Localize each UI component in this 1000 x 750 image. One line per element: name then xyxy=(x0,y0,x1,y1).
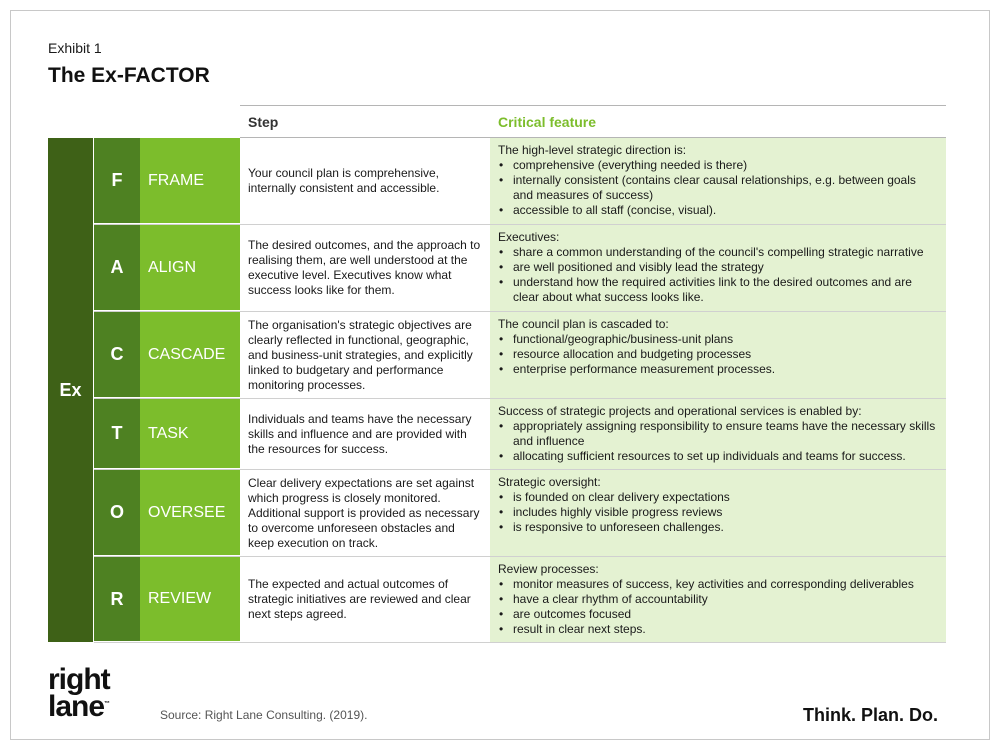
source-note: Source: Right Lane Consulting. (2019). xyxy=(160,708,368,722)
row-letter: R xyxy=(94,557,140,642)
table-row xyxy=(94,557,946,643)
row-step: The desired outcomes, and the approach to realising them, are well understood at the executive level. Executives know what success looks like for them. xyxy=(240,225,490,311)
row-letter: A xyxy=(94,225,140,311)
critical-bullet: • are well positioned and visibly lead the strategy xyxy=(513,260,938,275)
right-lane-logo xyxy=(48,663,111,723)
critical-bullet: • appropriately assigning responsibility to ensure teams have the necessary skills and influence xyxy=(513,419,938,449)
critical-bullet: • allocating sufficient resources to set up individuals and teams for success. xyxy=(513,449,938,464)
row-word: REVIEW xyxy=(140,557,240,642)
row-critical-feature xyxy=(490,470,946,556)
critical-bullet: • share a common understanding of the council's compelling strategic narrative xyxy=(513,245,938,260)
critical-bullets xyxy=(498,158,938,218)
critical-bullets xyxy=(498,419,938,464)
critical-intro: Review processes: xyxy=(498,562,599,576)
critical-intro: The council plan is cascaded to: xyxy=(498,317,669,331)
critical-bullet: • understand how the required activities link to the desired outcomes and are clear about what success looks like. xyxy=(513,275,938,305)
critical-bullet: • functional/geographic/business-unit plans xyxy=(513,332,938,347)
logo-line-lane: lane xyxy=(48,690,105,723)
header-divider xyxy=(240,105,946,106)
critical-bullet: • is responsive to unforeseen challenges. xyxy=(513,520,938,535)
row-critical-feature xyxy=(490,557,946,642)
critical-bullet: • resource allocation and budgeting processes xyxy=(513,347,938,362)
row-word: FRAME xyxy=(140,138,240,224)
ex-column: Ex xyxy=(48,138,93,642)
table-row xyxy=(94,312,946,399)
critical-bullets xyxy=(498,245,938,305)
critical-intro: Executives: xyxy=(498,230,560,244)
row-step: The organisation's strategic objectives are clearly reflected in functional, geographic, and business-unit strategies, and explicitly linked to budgetary and performance monitoring processes. xyxy=(240,312,490,398)
table-row xyxy=(94,399,946,470)
row-word: CASCADE xyxy=(140,312,240,398)
critical-bullet: • have a clear rhythm of accountability xyxy=(513,592,938,607)
row-critical-feature xyxy=(490,399,946,469)
page-title: The Ex-FACTOR xyxy=(48,64,210,87)
row-letter: F xyxy=(94,138,140,224)
step-column-header: Step xyxy=(248,114,279,130)
row-letter: O xyxy=(94,470,140,556)
critical-bullet: • accessible to all staff (concise, visual). xyxy=(513,203,938,218)
tagline: Think. Plan. Do. xyxy=(803,705,939,725)
row-critical-feature xyxy=(490,138,946,224)
critical-bullet: • comprehensive (everything needed is there) xyxy=(513,158,938,173)
critical-bullets xyxy=(498,577,938,637)
exhibit-label: Exhibit 1 xyxy=(48,40,102,56)
row-step: The expected and actual outcomes of strategic initiatives are reviewed and clear next steps agreed. xyxy=(240,557,490,642)
row-letter: C xyxy=(94,312,140,398)
row-step: Clear delivery expectations are set against which progress is closely monitored. Additional support is provided as necessary to overcome unforeseen obstacles and keep execution on track. xyxy=(240,470,490,556)
row-step: Your council plan is comprehensive, internally consistent and accessible. xyxy=(240,138,490,224)
critical-feature-column-header: Critical feature xyxy=(498,114,597,130)
critical-bullet: • enterprise performance measurement processes. xyxy=(513,362,938,377)
critical-bullets xyxy=(498,332,938,377)
critical-bullet: • are outcomes focused xyxy=(513,607,938,622)
critical-bullet: • internally consistent (contains clear causal relationships, e.g. between goals and measures of success) xyxy=(513,173,938,203)
table-row xyxy=(94,470,946,557)
critical-bullet: • monitor measures of success, key activities and corresponding deliverables xyxy=(513,577,938,592)
critical-bullets xyxy=(498,490,938,535)
critical-bullet: • is founded on clear delivery expectations xyxy=(513,490,938,505)
critical-bullet: • includes highly visible progress reviews xyxy=(513,505,938,520)
row-step: Individuals and teams have the necessary skills and influence and are provided with the resources for success. xyxy=(240,399,490,469)
table-row xyxy=(94,138,946,225)
critical-intro: The high-level strategic direction is: xyxy=(498,143,687,157)
row-letter: T xyxy=(94,399,140,469)
logo-trademark: ™ xyxy=(104,701,111,707)
table-row xyxy=(94,225,946,312)
logo-line-right: right xyxy=(48,663,110,696)
row-word: TASK xyxy=(140,399,240,469)
row-word: ALIGN xyxy=(140,225,240,311)
row-critical-feature xyxy=(490,225,946,311)
critical-bullet: • result in clear next steps. xyxy=(513,622,938,637)
row-critical-feature xyxy=(490,312,946,398)
critical-intro: Success of strategic projects and operational services is enabled by: xyxy=(498,404,862,418)
row-word: OVERSEE xyxy=(140,470,240,556)
critical-intro: Strategic oversight: xyxy=(498,475,601,489)
